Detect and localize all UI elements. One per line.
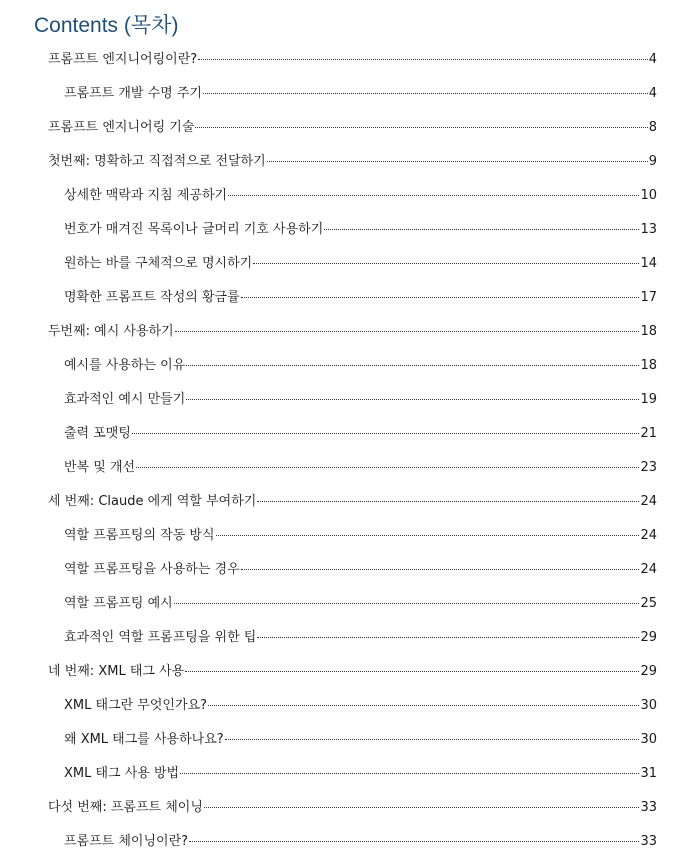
toc-entry-page-number: 30 [640,698,657,713]
toc-entry-page-number: 23 [640,460,657,475]
toc-entry-page-number: 25 [640,596,657,611]
toc-entry-title: 왜 XML 태그를 사용하나요? [64,732,224,747]
toc-entry-page-number: 18 [640,324,657,339]
toc-item [0,281,688,315]
toc-entry-title: 네 번째: XML 태그 사용 [48,664,185,679]
toc-entry-title: 효과적인 역할 프롬프팅을 위한 팁 [64,630,257,645]
toc-item [0,247,688,281]
toc-entry-page-number: 14 [640,256,657,271]
dot-leader [253,263,639,264]
dot-leader [186,365,639,366]
dot-leader [257,637,639,638]
toc-item [0,757,688,791]
dot-leader [241,297,640,298]
toc-entry-link[interactable] [0,77,688,111]
dot-leader [203,93,648,94]
toc-item [0,417,688,451]
toc-item [0,553,688,587]
toc-entry-page-number: 18 [640,358,657,373]
toc-item [0,621,688,655]
toc-entry-link[interactable] [0,247,688,281]
toc-entry-link[interactable] [0,655,688,689]
toc-entry-link[interactable] [0,451,688,485]
toc-entry-link[interactable] [0,349,688,383]
toc-entry-title: 명확한 프롬프트 작성의 황금률 [64,290,240,305]
toc-entry-page-number: 9 [648,154,657,169]
toc-entry-link[interactable] [0,587,688,621]
toc-entry-page-number: 13 [640,222,657,237]
dot-leader [198,59,648,60]
dot-leader [228,195,639,196]
toc-entry-link[interactable] [0,689,688,723]
toc-entry-link[interactable] [0,553,688,587]
toc-item [0,77,688,111]
dot-leader [186,399,639,400]
dot-leader [136,467,639,468]
toc-entry-link[interactable] [0,213,688,247]
toc-entry-title: 프롬프트 체이닝이란? [64,834,189,849]
toc-entry-link[interactable] [0,519,688,553]
toc-entry-title: 세 번째: Claude 에게 역할 부여하기 [48,494,257,509]
toc-entry-link[interactable] [0,757,688,791]
toc-entry-page-number: 29 [640,630,657,645]
toc-entry-title: 상세한 맥락과 지침 제공하기 [64,188,228,203]
dot-leader [175,331,640,332]
dot-leader [225,739,640,740]
toc-entry-page-number: 31 [640,766,657,781]
dot-leader [185,671,639,672]
toc-entry-title: 첫번째: 명확하고 직접적으로 전달하기 [48,154,266,169]
toc-item [0,791,688,825]
dot-leader [189,841,639,842]
dot-leader [257,501,639,502]
toc-item [0,349,688,383]
dot-leader [180,773,639,774]
toc-entry-page-number: 33 [640,800,657,815]
toc-entry-link[interactable] [0,791,688,825]
toc-entry-page-number: 21 [640,426,657,441]
toc-entry-title: 다섯 번째: 프롬프트 체이닝 [48,800,203,815]
toc-item [0,723,688,757]
toc-item [0,519,688,553]
toc-item [0,587,688,621]
toc-item [0,111,688,145]
toc-entry-link[interactable] [0,315,688,349]
toc-item [0,383,688,417]
toc-item [0,825,688,859]
toc-item [0,655,688,689]
toc-entry-title: 프롬프트 엔지니어링 기술 [48,120,195,135]
toc-entry-page-number: 10 [640,188,657,203]
toc-entry-title: XML 태그 사용 방법 [64,766,180,781]
dot-leader [204,807,640,808]
toc-entry-link[interactable] [0,111,688,145]
toc-entry-link[interactable] [0,145,688,179]
toc-entry-title: 원하는 바를 구체적으로 명시하기 [64,256,253,271]
toc-entry-page-number: 24 [640,562,657,577]
toc-item [0,43,688,77]
toc-item [0,145,688,179]
toc-entry-title: 출력 포맷팅 [64,426,131,441]
toc-list [0,43,688,859]
toc-entry-title: 반복 및 개선 [64,460,136,475]
toc-entry-link[interactable] [0,621,688,655]
dot-leader [216,535,640,536]
toc-item [0,451,688,485]
toc-entry-link[interactable] [0,723,688,757]
toc-entry-title: 효과적인 예시 만들기 [64,392,186,407]
toc-entry-page-number: 17 [640,290,657,305]
toc-entry-page-number: 4 [648,52,657,67]
dot-leader [208,705,639,706]
dot-leader [324,229,639,230]
toc-entry-page-number: 30 [640,732,657,747]
toc-entry-link[interactable] [0,825,688,859]
toc-entry-page-number: 4 [648,86,657,101]
toc-title: Contents (목차) [34,14,179,37]
toc-item [0,485,688,519]
toc-entry-title: 번호가 매겨진 목록이나 글머리 기호 사용하기 [64,222,324,237]
dot-leader [132,433,640,434]
toc-entry-page-number: 19 [640,392,657,407]
toc-entry-page-number: 8 [648,120,657,135]
toc-item [0,213,688,247]
dot-leader [195,127,647,128]
toc-entry-title: XML 태그란 무엇인가요? [64,698,207,713]
toc-entry-link[interactable] [0,417,688,451]
toc-entry-page-number: 24 [640,494,657,509]
toc-item [0,315,688,349]
toc-entry-title: 역할 프롬프팅 예시 [64,596,173,611]
toc-entry-link[interactable] [0,383,688,417]
toc-entry-page-number: 29 [640,664,657,679]
toc-item [0,689,688,723]
toc-entry-title: 역할 프롬프팅의 작동 방식 [64,528,215,543]
toc-entry-page-number: 24 [640,528,657,543]
dot-leader [174,603,640,604]
toc-entry-link[interactable] [0,281,688,315]
toc-entry-link[interactable] [0,179,688,213]
dot-leader [241,569,640,570]
toc-entry-title: 두번째: 예시 사용하기 [48,324,174,339]
toc-entry-page-number: 33 [640,834,657,849]
toc-entry-title: 프롬프트 엔지니어링이란? [48,52,198,67]
toc-entry-link[interactable] [0,43,688,77]
toc-item [0,179,688,213]
toc-entry-title: 프롬프트 개발 수명 주기 [64,86,202,101]
toc-entry-title: 역할 프롬프팅을 사용하는 경우 [64,562,240,577]
toc-entry-link[interactable] [0,485,688,519]
dot-leader [267,161,648,162]
toc-entry-title: 예시를 사용하는 이유 [64,358,186,373]
